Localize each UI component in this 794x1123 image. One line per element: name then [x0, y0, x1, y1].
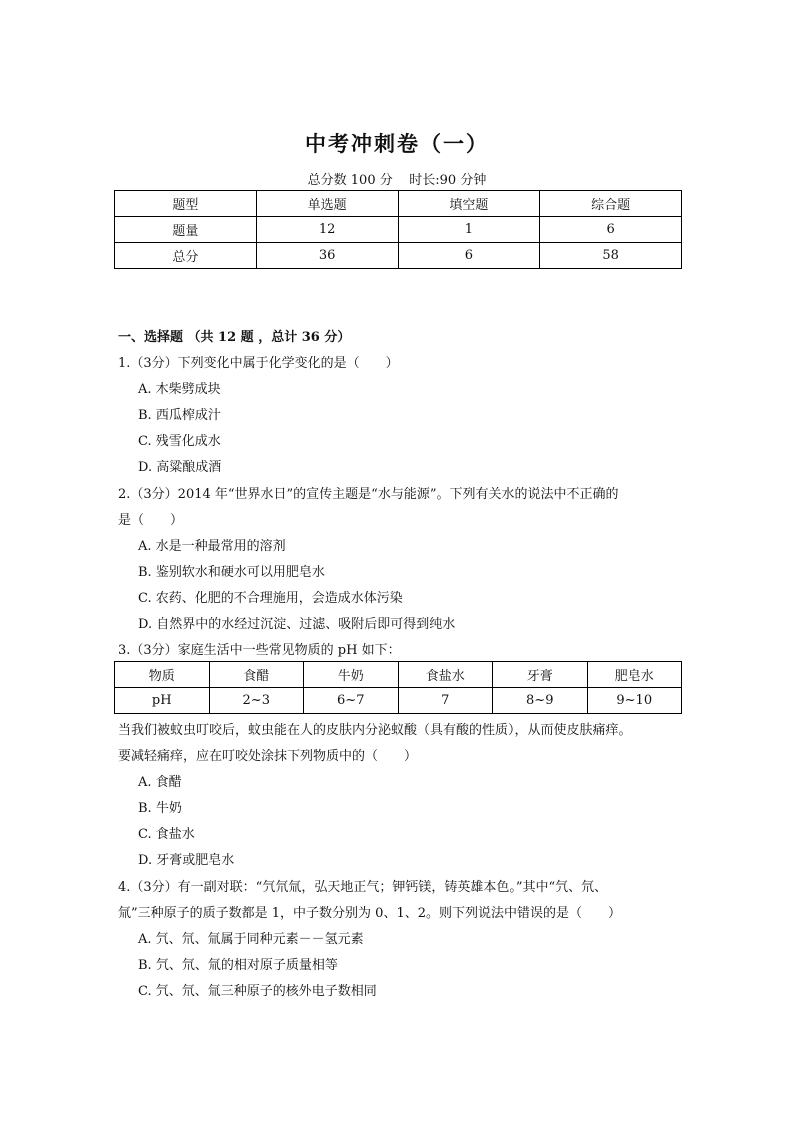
question-3-option-c: C. 食盐水	[138, 827, 195, 842]
question-3-option-a: A. 食醋	[138, 775, 182, 790]
table-cell: 7	[398, 688, 493, 714]
table-cell: 题型	[115, 191, 257, 217]
question-1-stem: 1.（3分）下列变化中属于化学变化的是（ ）	[118, 356, 399, 371]
table-cell: 6	[540, 217, 682, 243]
table-cell: 12	[256, 217, 398, 243]
table-cell: 牛奶	[304, 662, 399, 688]
table-row	[115, 191, 682, 217]
table-cell: 6	[398, 243, 540, 269]
question-4-option-a: A. 氕、氘、氚属于同种元素－－氢元素	[138, 932, 364, 947]
question-1-option-b: B. 西瓜榨成汁	[138, 408, 221, 423]
table-cell: 9~10	[587, 688, 682, 714]
section-heading: 一、选择题 （共 12 题 ，总计 36 分）	[118, 330, 351, 345]
table-row	[115, 662, 682, 688]
table-cell: 食盐水	[398, 662, 493, 688]
table-cell: pH	[115, 688, 210, 714]
question-2-option-a: A. 水是一种最常用的溶剂	[138, 539, 286, 554]
question-4-option-b: B. 氕、氘、氚的相对原子质量相等	[138, 958, 338, 973]
question-4-stem-cont: 氚”三种原子的质子数都是 1，中子数分别为 0、1、2。则下列说法中错误的是（ ）	[118, 906, 621, 921]
table-cell: 题量	[115, 217, 257, 243]
question-2-option-b: B. 鉴别软水和硬水可以用肥皂水	[138, 565, 325, 580]
question-1-option-a: A. 木柴劈成块	[138, 382, 221, 397]
table-row	[115, 217, 682, 243]
question-2-stem-cont: 是（ ）	[118, 513, 184, 528]
question-4-option-c: C. 氕、氘、氚三种原子的核外电子数相同	[138, 984, 377, 999]
question-4-stem: 4.（3分）有一副对联：“氕氘氚，弘天地正气；钾钙镁，铸英雄本色。”其中“氕、氘、	[118, 880, 608, 895]
table-cell: 物质	[115, 662, 210, 688]
question-3-context: 当我们被蚊虫叮咬后，蚊虫能在人的皮肤内分泌蚁酸（具有酸的性质），从而使皮肤痛痒。	[118, 723, 632, 738]
table-cell: 填空题	[398, 191, 540, 217]
table-row	[115, 243, 682, 269]
table-cell: 综合题	[540, 191, 682, 217]
question-1-option-c: C. 残雪化成水	[138, 434, 221, 449]
table-cell: 58	[540, 243, 682, 269]
ph-table	[114, 661, 682, 714]
question-1-option-d: D. 高粱酿成酒	[138, 460, 222, 475]
question-2-stem: 2.（3分）2014 年“世界水日”的宣传主题是“水与能源”。下列有关水的说法中不正确的	[118, 487, 619, 502]
table-cell: 食醋	[209, 662, 304, 688]
table-cell: 单选题	[256, 191, 398, 217]
table-row	[115, 688, 682, 714]
question-3-option-d: D. 牙膏或肥皂水	[138, 853, 235, 868]
table-cell: 2~3	[209, 688, 304, 714]
table-cell: 6~7	[304, 688, 399, 714]
table-cell: 牙膏	[493, 662, 588, 688]
summary-table	[114, 190, 682, 269]
page-title: 中考冲刺卷（一）	[305, 132, 489, 156]
question-2-option-c: C. 农药、化肥的不合理施用，会造成水体污染	[138, 591, 403, 606]
question-3-option-b: B. 牛奶	[138, 801, 182, 816]
table-cell: 肥皂水	[587, 662, 682, 688]
exam-info: 总分数 100 分 时长:90 分钟	[307, 173, 487, 188]
question-3-stem: 3.（3分）家庭生活中一些常见物质的 pH 如下：	[118, 643, 401, 658]
question-3-context-cont: 要减轻痛痒，应在叮咬处涂抹下列物质中的（ ）	[118, 749, 418, 764]
table-cell: 8~9	[493, 688, 588, 714]
table-cell: 1	[398, 217, 540, 243]
question-2-option-d: D. 自然界中的水经过沉淀、过滤、吸附后即可得到纯水	[138, 617, 456, 632]
table-cell: 36	[256, 243, 398, 269]
table-cell: 总分	[115, 243, 257, 269]
